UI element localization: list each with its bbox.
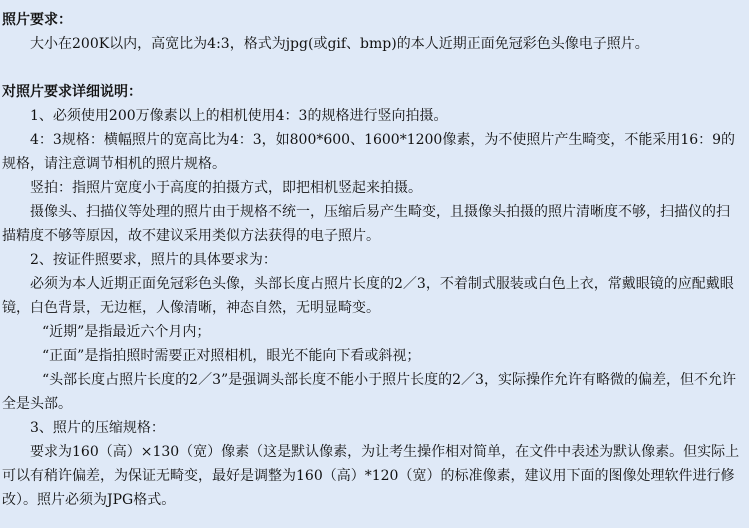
photo-requirements-heading: 照片要求： [2, 12, 72, 28]
photo-requirements-summary: 大小在200K以内，高宽比为4:3，格式为jpg(或gif、bmp)的本人近期正面免冠彩色头像电子照片。 [30, 36, 649, 52]
definition-recent: “近期”是指最近六个月内； [42, 324, 211, 340]
definition-frontal: “正面”是指拍照时需要正对照相机，眼光不能向下看或斜视； [42, 348, 421, 364]
requirement-pixel-size: 要求为160（高）×130（宽）像素（这是默认像素，为让考生操作相对简单，在文件中表述为默认像素。但实际上可以有稍许偏差，为保证无畸变，最好是调整为160（高）*120（宽）的标准像素，建议用下面的图像处理软件进行修改）。照片必须为JPG格式。 [2, 444, 740, 508]
requirement-portrait-orientation: 竖拍：指照片宽度小于高度的拍摄方式，即把相机竖起来拍摄。 [30, 180, 422, 196]
section-spacer [2, 56, 743, 80]
requirement-1-camera: 1、必须使用200万像素以上的相机使用4：3的规格进行竖向拍摄。 [30, 108, 448, 124]
requirement-aspect-ratio: 4：3规格：横幅照片的宽高比为4：3，如800*600、1600*1200像素，为不使照片产生畸变，不能采用16：9的规格，请注意调节相机的照片规格。 [2, 132, 736, 172]
requirement-scanner-note: 摄像头、扫描仪等处理的照片由于规格不统一，压缩后易产生畸变，且摄像头拍摄的照片清晰度不够，扫描仪的扫描精度不够等原因，故不建议采用类似方法获得的电子照片。 [2, 204, 730, 244]
detailed-requirements-heading: 对照片要求详细说明： [2, 84, 142, 100]
requirement-3-compression: 3、照片的压缩规格： [30, 420, 165, 436]
definition-head-ratio: “头部长度占照片长度的2／3”是强调头部长度不能小于照片长度的2／3，实际操作允许有略微的偏差，但不允许全是头部。 [2, 372, 736, 412]
requirement-2-id-photo: 2、按证件照要求，照片的具体要求为： [30, 252, 277, 268]
requirement-id-photo-details: 必须为本人近期正面免冠彩色头像，头部长度占照片长度的2／3，不着制式服装或白色上衣，常戴眼镜的应配戴眼镜，白色背景，无边框，人像清晰，神态自然，无明显畸变。 [2, 276, 734, 316]
